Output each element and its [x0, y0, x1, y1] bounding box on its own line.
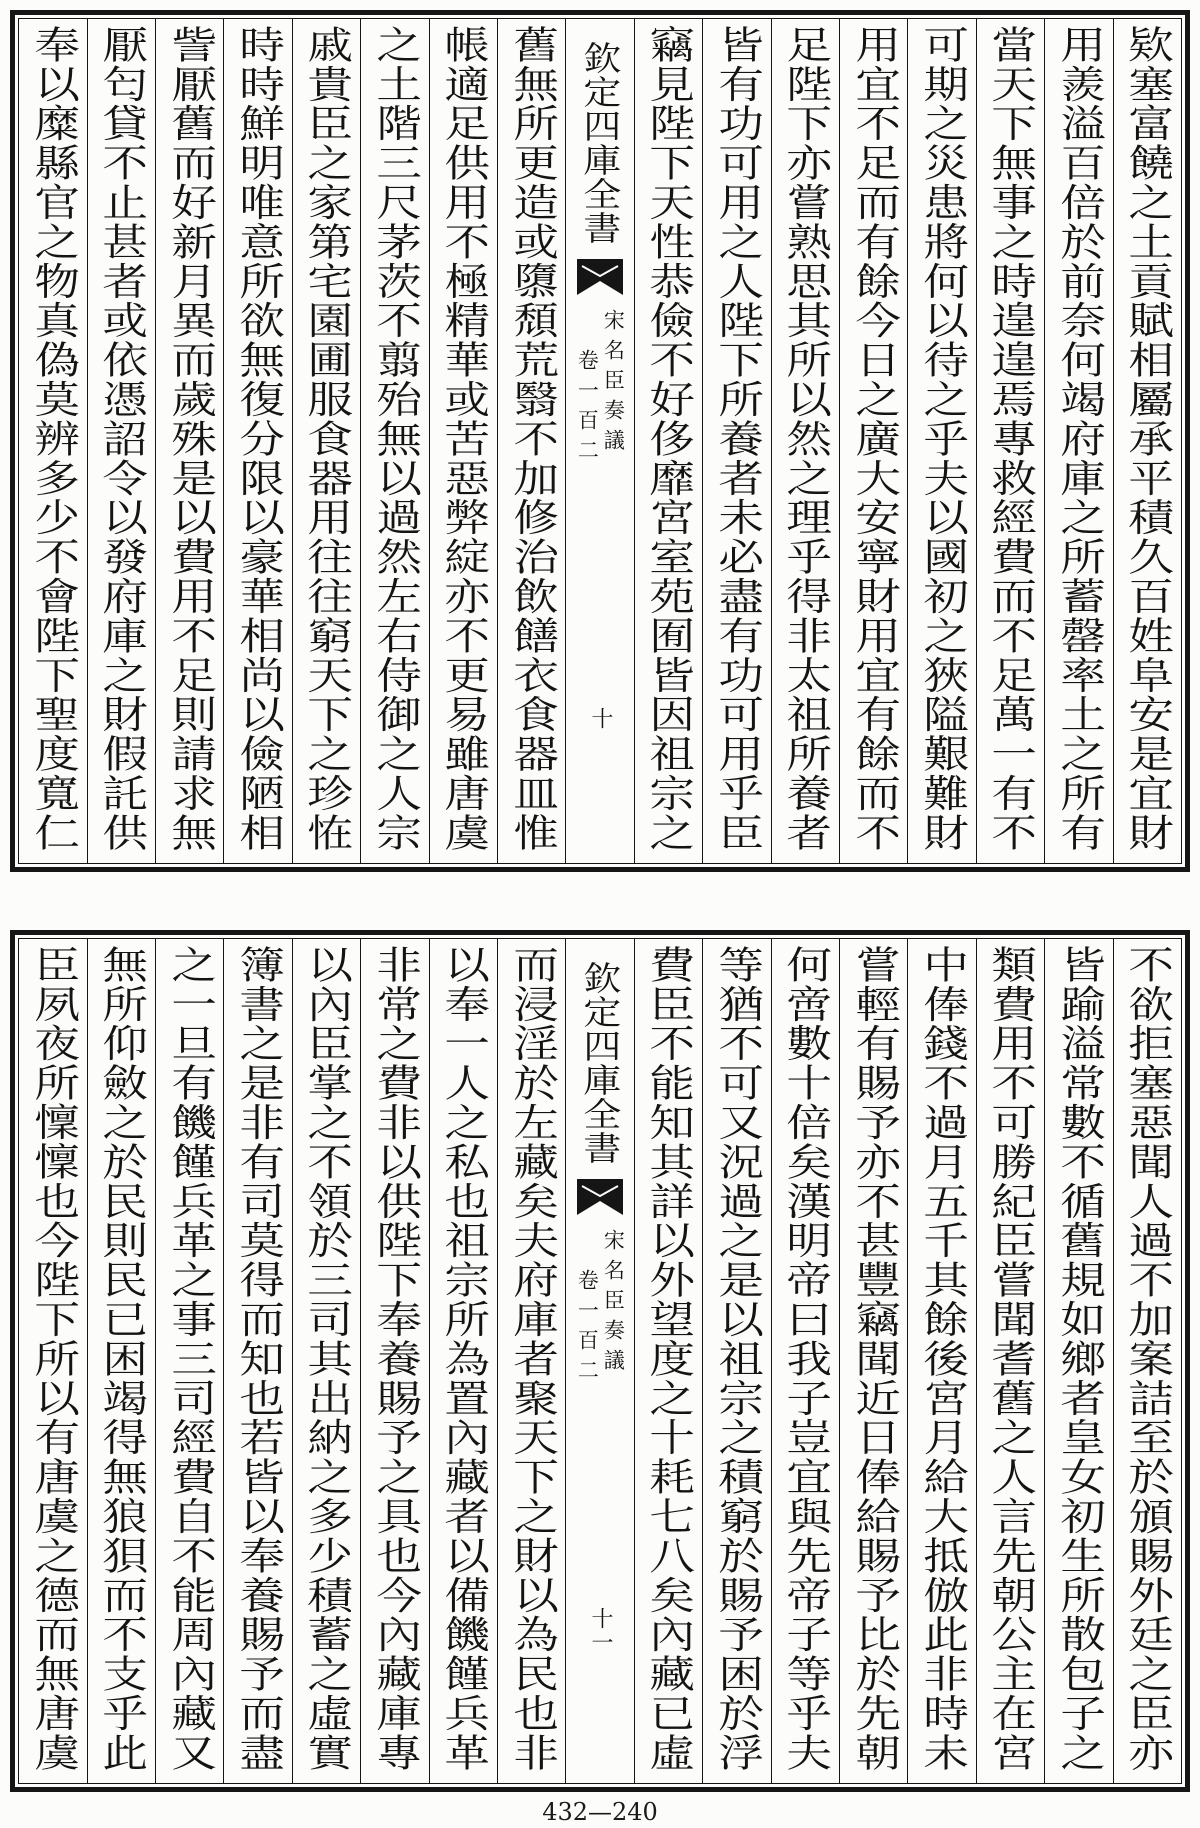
column-text: 以奉一人之私也祖宗所為置內藏者以備饑饉兵革: [436, 945, 490, 1773]
text-column: [497, 19, 565, 863]
column-text: 嘗輕有賜予亦不甚豐竊聞近日俸給賜予比於先朝: [847, 945, 901, 1773]
text-frame: [18, 938, 1182, 1784]
column-text: 何啻數十倍矣漢明帝曰我子豈宜與先帝子等乎夫: [778, 945, 832, 1773]
column-text: 之土階三尺茅茨不翦殆無以過然左右侍御之人宗: [368, 25, 422, 853]
text-column: [976, 939, 1044, 1783]
text-column: [1113, 19, 1181, 863]
juan-number: 卷一百二: [575, 1269, 600, 1389]
column-text: 奉以糜縣官之物真偽莫辨多少不會陛下聖度寬仁: [26, 25, 80, 853]
text-column: [1113, 939, 1181, 1783]
text-column: [155, 19, 223, 863]
column-text: 戚貴臣之家第宅園圃服食器用往往窮天下之珍恠: [300, 25, 353, 853]
column-text: 非常之費非以供陛下奉養賜予之具也今內藏庫專: [368, 945, 422, 1773]
fishtail-mark-icon: [577, 1179, 623, 1215]
text-column: [771, 19, 839, 863]
juan-number: 卷一百二: [575, 349, 600, 469]
text-column: [907, 939, 975, 1783]
text-column: [292, 939, 360, 1783]
text-column: [87, 939, 155, 1783]
text-column: [497, 939, 565, 1783]
column-text: 中俸錢不過月五千其餘後宮月給大抵倣此非時未: [915, 945, 969, 1773]
column-text: 厭匄貸不止甚者或依憑詔令以發府庫之財假託供: [94, 25, 148, 853]
column-text: 類費用不可勝紀臣嘗聞耆舊之人言先朝公主在宮: [984, 945, 1037, 1773]
column-text: 無所仰斂之於民則民已困竭得無狼狽而不支乎此: [94, 945, 148, 1773]
text-column: [839, 939, 907, 1783]
column-text: 訾厭舊而好新月異而歲殊是以費用不足則請求無: [163, 25, 217, 853]
text-column: [360, 19, 428, 863]
column-text: 竊見陛下天性恭儉不好侈靡宮室苑囿皆因祖宗之: [642, 25, 695, 853]
folio-number: 十一: [588, 1607, 614, 1655]
collection-title: 欽定四庫全書: [577, 41, 623, 245]
column-text: 當天下無事之時遑遑焉專救經費而不足萬一有不: [984, 25, 1037, 853]
text-column: [223, 939, 291, 1783]
text-column: [155, 939, 223, 1783]
text-column: [702, 939, 770, 1783]
column-text: 不欲拒塞惡聞人過不加案詰至於頒賜外廷之臣亦: [1120, 945, 1174, 1773]
center-spine: [565, 19, 633, 863]
column-text: 簿書之是非有司莫得而知也若皆以奉養賜予而盡: [231, 945, 285, 1773]
column-text: 欵塞富饒之土貢賦相屬承平積久百姓阜安是宜財: [1120, 25, 1174, 853]
collection-title: 欽定四庫全書: [577, 961, 623, 1165]
column-text: 可期之災患將何以待之乎夫以國初之狹隘艱難財: [915, 25, 969, 853]
column-text: 臣夙夜所懍懍也今陛下所以有唐虞之德而無唐虞: [26, 945, 80, 1773]
column-text: 足陛下亦嘗熟思其所以然之理乎得非太祖所養者: [778, 25, 832, 853]
text-column: [839, 19, 907, 863]
column-text: 而浸淫於左藏矣夫府庫者聚天下之財以為民也非: [505, 945, 559, 1773]
text-column: [19, 939, 86, 1783]
column-text: 帳適足供用不極精華或苦惡弊綻亦不更易雖唐虞: [436, 25, 490, 853]
book-title: 宋名臣奏議: [601, 1229, 626, 1379]
text-column: [19, 19, 86, 863]
text-column: [360, 939, 428, 1783]
text-column: [907, 19, 975, 863]
column-text: 等猶不可又況過之是以祖宗之積窮於賜予困於浮: [710, 945, 764, 1773]
text-frame: [18, 18, 1182, 864]
book-title: 宋名臣奏議: [601, 309, 626, 459]
folio-number: 十: [588, 707, 614, 731]
column-text: 皆踰溢常數不循舊規如鄉者皇女初生所散包子之: [1052, 945, 1106, 1773]
text-column: [87, 19, 155, 863]
page-panel-folio-10: [10, 10, 1190, 872]
column-text: 費臣不能知其詳以外望度之十耗七八矣內藏已虛: [642, 945, 695, 1773]
page-panel-folio-11: [10, 930, 1190, 1792]
column-text: 之一旦有饑饉兵革之事三司經費自不能周內藏又: [163, 945, 217, 1773]
page-code: 432—240: [542, 1798, 658, 1826]
column-text: 用羨溢百倍於前奈何竭府庫之所蓄罄率土之所有: [1052, 25, 1106, 853]
center-spine: [565, 939, 633, 1783]
text-column: [702, 19, 770, 863]
column-text: 以內臣掌之不領於三司其出納之多少積蓄之虛實: [300, 945, 353, 1773]
text-column: [976, 19, 1044, 863]
text-column: [292, 19, 360, 863]
text-column: [429, 19, 497, 863]
column-text: 時時鮮明唯意所欲無復分限以豪華相尚以儉陋相: [231, 25, 285, 853]
text-column: [429, 939, 497, 1783]
column-text: 舊無所更造或隳頹荒翳不加修治飲饍衣食器皿惟: [505, 25, 559, 853]
text-column: [1044, 19, 1112, 863]
column-text: 皆有功可用之人陛下所養者未必盡有功可用乎臣: [710, 25, 764, 853]
text-column: [634, 939, 702, 1783]
text-column: [223, 19, 291, 863]
column-text: 用宜不足而有餘今日之廣大安寧財用宜有餘而不: [847, 25, 901, 853]
text-column: [771, 939, 839, 1783]
text-column: [1044, 939, 1112, 1783]
text-column: [634, 19, 702, 863]
fishtail-mark-icon: [577, 259, 623, 295]
